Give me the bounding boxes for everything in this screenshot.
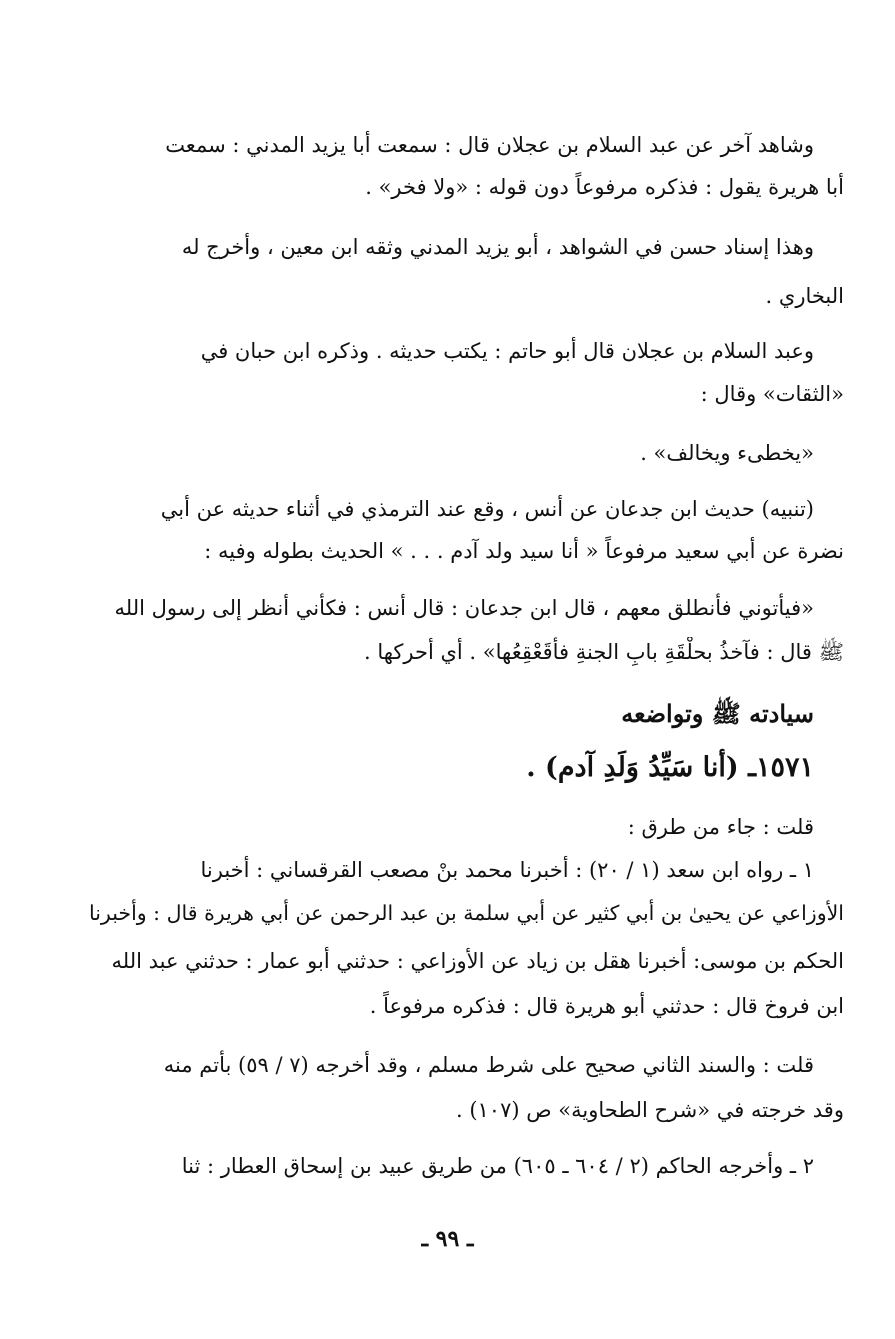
text-line: ١ ـ رواه ابن سعد (١ / ٢٠) : أخبرنا محمد بنْ مصعب القرقساني : أخبرنا	[200, 858, 814, 882]
text-line: الأوزاعي عن يحيىٰ بن أبي كثير عن أبي سلمة بن عبد الرحمن عن أبي هريرة قال : وأخبرنا	[88, 901, 844, 925]
text-line: قلت : والسند الثاني صحيح على شرط مسلم ، وقد أخرجه (٧ / ٥٩) بأتم منه	[163, 1053, 814, 1077]
text-line: ٢ ـ وأخرجه الحاكم (٢ / ٦٠٤ ـ ٦٠٥) من طريق عبيد بن إسحاق العطار : ثنا	[181, 1154, 814, 1178]
text-line: وقد خرجته في «شرح الطحاوية» ص (١٠٧) .	[455, 1098, 844, 1122]
text-line: نضرة عن أبي سعيد مرفوعاً « أنا سيد ولد آدم . . . » الحديث بطوله وفيه :	[204, 539, 844, 563]
text-line: ابن فروخ قال : حدثني أبو هريرة قال : فذكره مرفوعاً .	[369, 994, 844, 1018]
text-line: البخاري .	[765, 284, 844, 308]
text-line: وشاهد آخر عن عبد السلام بن عجلان قال : سمعت أبا يزيد المدني : سمعت	[165, 133, 814, 157]
hadith-heading: ١٥٧١ـ (أنا سَيِّدُ وَلَدِ آدم) .	[526, 752, 814, 783]
text-line: «يخطىء ويخالف» .	[640, 441, 814, 465]
text-line: ﷺ قال : فآخذُ بحلْقَةِ بابِ الجنةِ فأقَعْقِعُها» . أي أحركها .	[363, 640, 844, 664]
text-line: (تنبيه) حديث ابن جدعان عن أنس ، وقع عند الترمذي في أثناء حديثه عن أبي	[160, 497, 814, 521]
text-line: «الثقات» وقال :	[700, 382, 844, 406]
text-line: «فيأتوني فأنطلق معهم ، قال ابن جدعان : قال أنس : فكأني أنظر إلى رسول الله	[114, 596, 814, 620]
text-line: الحكم بن موسى: أخبرنا هقل بن زياد عن الأوزاعي : حدثني أبو عمار : حدثني عبد الله	[111, 949, 844, 973]
text-line: وعبد السلام بن عجلان قال أبو حاتم : يكتب حديثه . وذكره ابن حبان في	[200, 339, 814, 363]
text-line: وهذا إسناد حسن في الشواهد ، أبو يزيد المدني وثقه ابن معين ، وأخرج له	[181, 235, 814, 259]
section-heading: سيادته ﷺ وتواضعه	[621, 699, 814, 728]
text-line: أبا هريرة يقول : فذكره مرفوعاً دون قوله : «ولا فخر» .	[365, 175, 844, 199]
page-number: ـ ٩٩ ـ	[421, 1226, 474, 1252]
text-line: قلت : جاء من طرق :	[627, 815, 814, 839]
